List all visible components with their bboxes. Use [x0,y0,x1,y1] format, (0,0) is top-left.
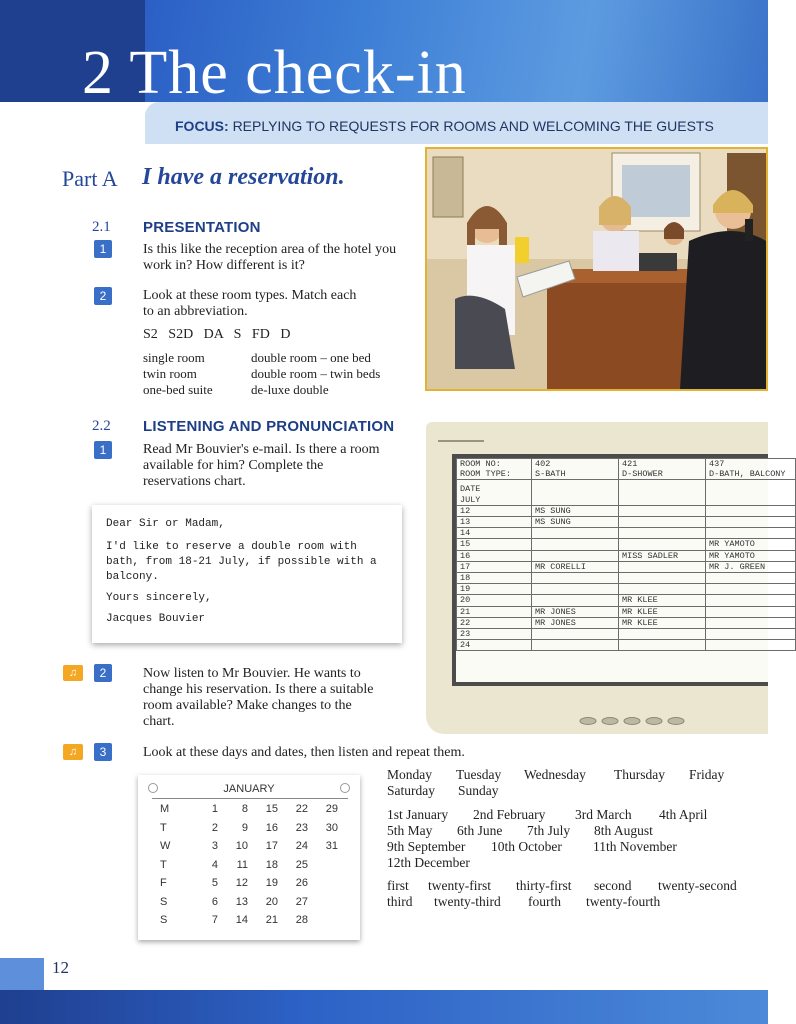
calendar-date: 18 [265,858,278,871]
chart-date-cell: 21 [457,606,532,617]
word-item: Friday [689,767,725,782]
chart-guest-cell: MISS SADLER [619,550,706,561]
chart-guest-cell [532,539,619,550]
chart-date-cell: 15 [457,539,532,550]
footer-band [0,990,768,1024]
chart-guest-cell: MR YAMOTO [706,550,796,561]
email-letter [92,505,402,643]
word-item: 4th April [659,807,708,822]
calendar-date: 19 [265,877,278,889]
ordinals-block [387,878,768,910]
chart-date-cell: 13 [457,517,532,528]
letter-signature: Jacques Bouvier [106,613,206,625]
chart-guest-cell [706,584,796,595]
dates-block [387,807,768,871]
word-item: twenty-second [658,878,737,893]
section-number: 2.2 [92,418,111,434]
days-block [387,767,768,799]
chart-guest-cell [706,528,796,539]
room-type-label: ROOM TYPE: [460,469,512,480]
room-type: D-SHOWER [622,469,663,480]
word-item: 9th September [387,839,466,854]
calendar-date: 23 [295,821,308,834]
calendar-date: 4 [211,858,218,871]
chapter-title: 2 The check-in [82,39,467,107]
calendar-date: 24 [295,840,308,852]
month-label: JULY [460,494,481,505]
reception-scene-illustration [427,149,766,389]
calendar-date: 15 [265,803,278,815]
chart-date-cell: 20 [457,595,532,606]
calendar-date: 17 [265,840,278,852]
calendar-date: 30 [325,821,338,834]
date-label: DATE [460,484,481,495]
room-number: 402 [535,459,551,469]
word-item: twenty-fourth [586,894,661,909]
chart-guest-cell [619,573,706,584]
word-item: thirty-first [516,878,572,893]
chart-guest-cell: MR KLEE [619,606,706,617]
table-cell [619,459,706,480]
focus-text: REPLYING TO REQUESTS FOR ROOMS AND WELCOMING THE GUESTS [232,118,714,134]
exercise-badge: 1 [94,441,112,459]
chart-guest-cell: MS SUNG [532,517,619,528]
chart-date-header [457,480,796,505]
chart-row [457,517,796,528]
chart-guest-cell [619,561,706,572]
exercise-text: Read Mr Bouvier's e-mail. Is there a room available for him? Complete the reservations chart. [143,442,380,489]
chart-row [457,640,796,651]
table-cell [706,480,796,505]
exercise-text: Is this like the reception area of the hotel you work in? How different is it? [143,242,397,273]
chart-guest-cell [706,505,796,516]
room-number: 421 [622,459,638,469]
section-heading: PRESENTATION [143,219,261,236]
chart-guest-cell: MS SUNG [532,505,619,516]
table-cell [457,480,532,505]
word-item: 6th June [457,823,503,838]
header-spacer [0,102,145,144]
weekday-label: T [160,821,167,834]
word-item: second [594,878,632,893]
reservations-chart [456,458,786,682]
room-type: double room – one bed [251,350,371,365]
weekday-label: W [160,840,171,852]
calendar-date: 25 [295,858,308,871]
chart-guest-cell [706,617,796,628]
room-type: one-bed suite [143,382,213,397]
room-type: single room [143,350,205,365]
chart-guest-cell [532,640,619,651]
exercise-text: Look at these room types. Match each to an abbreviation. [143,288,357,319]
speaker-icon[interactable]: ♫ [63,665,83,681]
page-number: 12 [52,958,69,977]
room-type: S-BATH [535,469,566,480]
word-item: 7th July [527,823,571,838]
chart-guest-cell: MR YAMOTO [706,539,796,550]
room-type: D-BATH, BALCONY [709,469,786,480]
footer-tab [0,958,44,990]
chart-row [457,539,796,550]
chart-guest-cell [706,573,796,584]
word-item: third [387,894,413,909]
chart-row [457,561,796,572]
word-item: twenty-third [434,894,501,909]
table-cell [532,459,619,480]
table-cell [619,480,706,505]
calendar-month: JANUARY [223,783,275,795]
chart-guest-cell [706,595,796,606]
focus-label: FOCUS: [175,118,229,134]
chart-date-cell: 16 [457,550,532,561]
chart-date-cell: 24 [457,640,532,651]
weekday-label: S [160,914,168,926]
letter-closing: Yours sincerely, [106,592,212,604]
days-line [387,783,768,799]
calendar-date: 7 [211,914,218,926]
chart-guest-cell [619,629,706,640]
ordinals-line [387,878,768,894]
calendar-date: 10 [235,840,248,852]
chart-date-cell: 14 [457,528,532,539]
abbreviation-list: S2 S2D DA S FD D [143,327,291,342]
calendar-date: 11 [236,858,248,871]
calendar-divider [152,798,348,799]
chart-header-row [457,459,796,480]
chart-guest-cell [706,606,796,617]
chart-guest-cell: MR KLEE [619,617,706,628]
chart-row [457,595,796,606]
calendar-date: 29 [325,803,338,815]
exercise-text: Look at these days and dates, then listen and repeat them. [143,745,465,760]
calendar-date: 8 [241,803,248,815]
exercise-text: Now listen to Mr Bouvier. He wants to change his reservation. Is there a suitable room available? Make changes to the chart. [143,666,374,729]
part-title: I have a reservation. [142,164,345,190]
reception-photo [425,147,768,391]
chart-guest-cell [619,539,706,550]
chart-row [457,606,796,617]
room-types-right [251,350,380,398]
chart-date-cell: 18 [457,573,532,584]
chart-date-cell: 22 [457,617,532,628]
exercise-badge: 2 [94,287,112,305]
focus-line [175,118,714,134]
weekday-label: S [160,895,168,908]
weekday-label: T [160,858,167,871]
chart-guest-cell [532,595,619,606]
dates-line [387,807,768,823]
chart-row [457,617,796,628]
chart-guest-cell [706,640,796,651]
word-item: 2nd February [473,807,546,822]
word-item: Saturday [387,783,435,798]
calendar-date: 6 [211,895,218,908]
letter-salutation: Dear Sir or Madam, [106,518,225,530]
chart-guest-cell: MR CORELLI [532,561,619,572]
chart-row [457,550,796,561]
word-item: 11th November [593,839,677,854]
calendar-date: 2 [211,821,218,834]
chart-date-cell: 12 [457,505,532,516]
chart-row [457,629,796,640]
exercise-badge: 3 [94,743,112,761]
word-item: Thursday [614,767,665,782]
chart-guest-cell [619,640,706,651]
dates-line [387,855,768,871]
chart-guest-cell: MR KLEE [619,595,706,606]
reservations-table [456,458,796,651]
letter-body: I'd like to reserve a double room with bath, from 18-21 July, if possible with a balcony. [106,541,377,583]
dates-line [387,823,768,839]
calendar-date: 22 [295,803,308,815]
word-item: 3rd March [575,807,632,822]
chart-row [457,528,796,539]
chart-row [457,584,796,595]
room-type: twin room [143,366,197,381]
room-no-label: ROOM NO: [460,459,501,469]
dates-line [387,839,768,855]
exercise-badge: 1 [94,240,112,258]
weekday-label: F [160,877,167,889]
word-item: first [387,878,409,893]
room-number: 437 [709,459,725,469]
chart-date-cell: 17 [457,561,532,572]
chart-guest-cell [532,584,619,595]
weekday-label: M [160,803,170,815]
room-type: double room – twin beds [251,366,381,381]
chart-guest-cell [619,517,706,528]
room-type: de-luxe double [251,382,329,397]
word-item: 10th October [491,839,562,854]
table-cell [457,459,532,480]
word-item: Sunday [458,783,499,798]
word-item: twenty-first [428,878,491,893]
days-line [387,767,768,783]
ordinals-line [387,894,768,910]
calendar-date: 1 [211,803,218,815]
calendar-date: 20 [265,895,278,908]
calendar-date: 27 [295,895,308,908]
calendar-date: 14 [235,914,248,926]
calendar-date: 3 [211,840,218,852]
january-calendar [138,775,360,940]
word-item: 12th December [387,855,470,870]
chart-guest-cell: MR JONES [532,606,619,617]
section-heading: LISTENING AND PRONUNCIATION [143,418,395,435]
section-number: 2.1 [92,219,111,235]
chart-guest-cell [619,528,706,539]
chart-guest-cell [532,629,619,640]
table-cell [706,459,796,480]
chart-row [457,573,796,584]
calendar-date: 28 [295,914,308,926]
chart-date-cell: 19 [457,584,532,595]
word-item: Monday [387,767,432,782]
calendar-date: 31 [325,840,338,852]
exercise-badge: 2 [94,664,112,682]
chart-row [457,505,796,516]
calendar-date: 21 [265,914,278,926]
chart-guest-cell: MR JONES [532,617,619,628]
word-item: 5th May [387,823,433,838]
table-cell [532,480,619,505]
speaker-icon[interactable]: ♫ [63,744,83,760]
calendar-date: 16 [265,821,278,834]
calendar-date: 9 [241,821,248,834]
calendar-date: 26 [295,877,308,889]
calendar-date: 12 [235,877,248,889]
word-item: 8th August [594,823,653,838]
monitor-slot [438,440,484,442]
calendar-date: 13 [235,895,248,908]
chart-guest-cell: MR J. GREEN [706,561,796,572]
word-item: Wednesday [524,767,586,782]
calendar-date: 5 [211,877,218,889]
word-item: fourth [528,894,561,909]
monitor-buttons [578,715,690,727]
chart-guest-cell [532,573,619,584]
chart-guest-cell [706,629,796,640]
word-item: 1st January [387,807,449,822]
chart-guest-cell [532,550,619,561]
chart-guest-cell [532,528,619,539]
chart-guest-cell [619,505,706,516]
part-label: Part A [62,166,118,191]
word-item: Tuesday [456,767,502,782]
chart-guest-cell [706,517,796,528]
chart-guest-cell [619,584,706,595]
room-types-left [143,350,213,398]
chart-date-cell: 23 [457,629,532,640]
